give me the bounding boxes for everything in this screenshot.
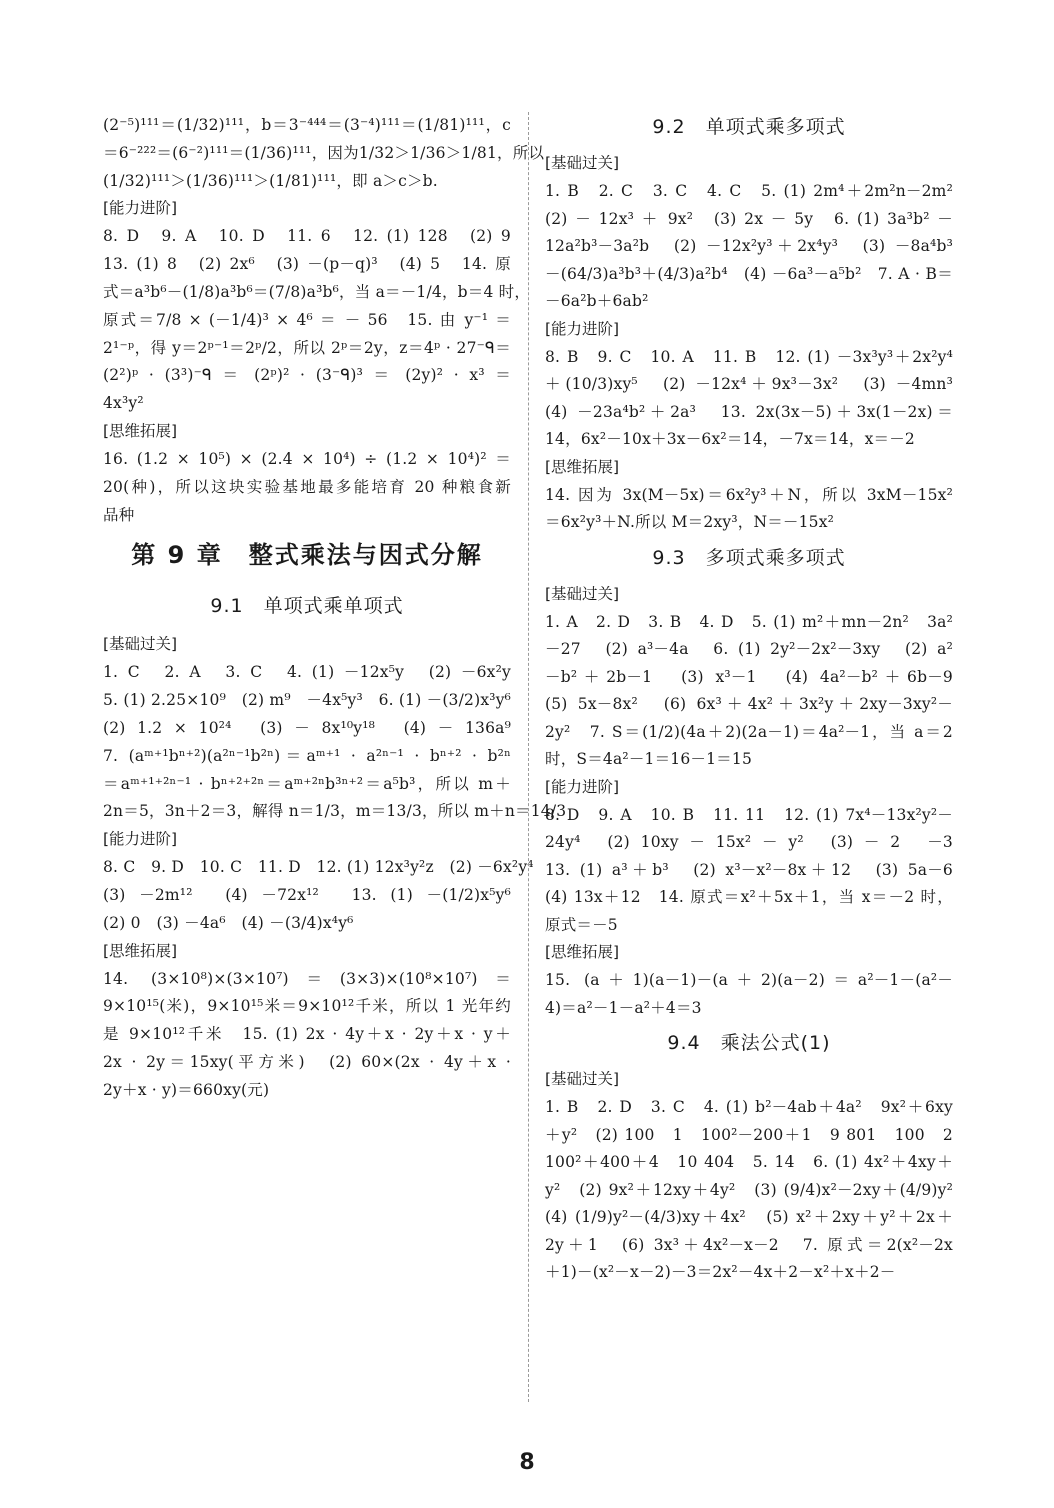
column-divider (528, 112, 529, 1402)
text-line: 9×10¹⁵(米)，9×10¹⁵米＝9×10¹²千米，所以 1 光年约 (103, 997, 511, 1015)
text-line: －(64/3)a³b³＋(4/3)a²b⁴ (4) －6a³－a⁵b² 7. A · B＝ (545, 265, 953, 283)
section-label: [能力进阶] (103, 199, 178, 217)
text-line: 式＝a³b⁶－(1/8)a³b⁶＝(7/8)a³b⁶，当 a＝－1/4，b＝4 时， (103, 283, 531, 301)
text-line: 14. (3×10⁸)×(3×10⁷)＝(3×3)×(10⁸×10⁷)＝ (103, 970, 511, 988)
text-line: －27 (2) a³－4a 6. (1) 2y²－2x²－3xy (2) a² (545, 640, 953, 658)
text-line: －b²＋2b－1 (3) x³－1 (4) 4a²－b²＋6b－9 (545, 668, 953, 686)
text-line: 2x · 2y＝15xy(平方米) (2) 60×(2x · 4y＋x · (103, 1053, 511, 1071)
text-line: 2y² 7. S＝(1/2)(4a＋2)(2a－1)＝4a²－1，当 a＝2 (545, 723, 953, 741)
section-label: [思维拓展] (545, 458, 620, 476)
text-line: 品种 (103, 506, 135, 524)
text-line: ＝6x²y³＋N.所以 M＝2xy³，N＝－15x² (545, 513, 835, 531)
text-line: y² (2) 9x²＋12xy＋4y² (3) (9/4)x²－2xy＋(4/9)y² (545, 1181, 953, 1199)
text-line: (2²)ᵖ · (3³)⁻ᑫ ＝ (2ᵖ)² · (3⁻ᑫ)³ ＝ (2y)² · x³ ＝ (103, 366, 511, 384)
text-line: 1. A 2. D 3. B 4. D 5. (1) m²＋mn－2n² 3a² (545, 613, 953, 631)
text-line: 13. (1) 8 (2) 2x⁶ (3) －(p－q)³ (4) 5 14. 原 (103, 255, 511, 273)
text-line: 15. (a＋1)(a－1)－(a＋2)(a－2)＝a²－1－(a²－ (545, 971, 953, 989)
text-line: 2y＋x · y)＝660xy(元) (103, 1081, 270, 1099)
text-line: 1. B 2. D 3. C 4. (1) b²－4ab＋4a² 9x²＋6xy (545, 1098, 953, 1116)
section-label: [能力进阶] (103, 830, 178, 848)
text-line: (4) 13x＋12 14. 原式＝x²＋5x＋1，当 x＝－2 时， (545, 888, 953, 906)
text-line: 24y⁴ (2) 10xy － 15x² － y² (3) － 2 －3 (545, 833, 953, 851)
text-line: (2) 0 (3) －4a⁶ (4) －(3/4)x⁴y⁶ (103, 914, 354, 932)
text-line: 8. D 9. A 10. D 11. 6 12. (1) 128 (2) 9 (103, 227, 511, 245)
section-label: [思维拓展] (545, 943, 620, 961)
text-line: (4) (1/9)y²－(4/3)xy＋4x² (5) x²＋2xy＋y²＋2x＋ (545, 1208, 953, 1226)
text-line: 是 9×10¹²千米 15. (1) 2x · 4y＋x · 2y＋x · y＋ (103, 1025, 511, 1043)
text-line: 12a²b³－3a²b (2) －12x²y³＋2x⁴y³ (3) －8a⁴b³ (545, 237, 953, 255)
text-line: 14，6x²－10x＋3x－6x²＝14，－7x＝14，x＝－2 (545, 430, 915, 448)
section-label: [能力进阶] (545, 320, 620, 338)
text-line: 原式＝7/8 × (－1/4)³ × 4⁶ ＝ － 56 15. 由 y⁻¹ ＝ (103, 311, 511, 329)
text-line: 4)＝a²－1－a²＋4＝3 (545, 999, 702, 1017)
text-line: 16. (1.2 × 10⁵) × (2.4 × 10⁴) ÷ (1.2 × 10⁴)² ＝ (103, 450, 511, 468)
text-line: (2) － 12x³ ＋ 9x² (3) 2x － 5y 6. (1) 3a³b² － (545, 210, 953, 228)
text-line: 2n＝5，3n＋2＝3，解得 n＝1/3，m＝13/3，所以 m＋n＝14/3 (103, 802, 567, 820)
text-line: 13. (1) a³＋b³ (2) x³－x²－8x＋12 (3) 5a－6 (545, 861, 953, 879)
text-line: 4x³y² (103, 394, 144, 412)
section-label: [能力进阶] (545, 778, 620, 796)
section-heading: 9.4 乘法公式(1) (667, 1032, 831, 1054)
page-number: 8 (519, 1450, 535, 1475)
text-line: 5. (1) 2.25×10⁹ (2) m⁹ －4x⁵y³ 6. (1) －(3/2)x³y⁶ (103, 691, 512, 709)
section-label: [基础过关] (545, 1070, 620, 1088)
text-line: (4) －23a⁴b²＋2a³ 13. 2x(3x－5)＋3x(1－2x)＝ (545, 403, 953, 421)
text-line: (2⁻⁵)¹¹¹＝(1/32)¹¹¹，b＝3⁻⁴⁴⁴＝(3⁻⁴)¹¹¹＝(1/81)¹¹¹，c (103, 116, 511, 134)
text-line: 1. B 2. C 3. C 4. C 5. (1) 2m⁴＋2m²n－2m² (545, 182, 953, 200)
text-line: 1. C 2. A 3. C 4. (1) －12x⁵y (2) －6x²y (103, 663, 511, 681)
section-label: [基础过关] (103, 635, 178, 653)
text-line: 8. B 9. C 10. A 11. B 12. (1) －3x³y³＋2x²y⁴ (545, 348, 953, 366)
text-line: ＋y² (2) 100 1 100²－200＋1 9 801 100 2 (545, 1126, 953, 1144)
text-line: ＝aᵐ⁺¹⁺²ⁿ⁻¹ · bⁿ⁺²⁺²ⁿ＝aᵐ⁺²ⁿb³ⁿ⁺²＝a⁵b³，所以 m＋ (103, 775, 511, 793)
text-line: (1/32)¹¹¹＞(1/36)¹¹¹＞(1/81)¹¹¹，即 a＞c＞b. (103, 172, 438, 190)
section-heading: 9.3 多项式乘多项式 (652, 547, 846, 569)
text-line: (3) －2m¹² (4) －72x¹² 13. (1) －(1/2)x⁵y⁶ (103, 886, 511, 904)
text-line: ＋1)－(x²－x－2)－3＝2x²－4x＋2－x²＋x＋2－ (545, 1263, 896, 1281)
section-label: [基础过关] (545, 585, 620, 603)
text-line: 2¹⁻ᵖ，得 y＝2ᵖ⁻¹＝2ᵖ/2，所以 2ᵖ＝2y，z＝4ᵖ · 27⁻ᑫ＝ (103, 339, 511, 357)
text-line: 8. D 9. A 10. B 11. 11 12. (1) 7x⁴－13x²y²－ (545, 806, 953, 824)
section-label: [思维拓展] (103, 942, 178, 960)
text-line: (5) 5x－8x² (6) 6x³＋4x²＋3x²y＋2xy－3xy²－ (545, 695, 953, 713)
text-line: (2) 1.2 × 10²⁴ (3) － 8x¹⁰y¹⁸ (4) － 136a⁹ (103, 719, 511, 737)
text-line: 100²＋400＋4 10 404 5. 14 6. (1) 4x²＋4xy＋ (545, 1153, 953, 1171)
text-line: ＝6⁻²²²＝(6⁻²)¹¹¹＝(1/36)¹¹¹，因为1/32＞1/36＞1/81，所以 (103, 144, 545, 162)
section-label: [基础过关] (545, 154, 620, 172)
section-heading: 9.2 单项式乘多项式 (652, 116, 846, 138)
section-heading: 9.1 单项式乘单项式 (210, 595, 404, 617)
text-line: －6a²b＋6ab² (545, 292, 649, 310)
text-line: 8. C 9. D 10. C 11. D 12. (1) 12x³y²z (2) －6x²y⁴ (103, 858, 534, 876)
chapter-title: 第 9 章 整式乘法与因式分解 (131, 541, 483, 569)
text-line: 原式＝－5 (545, 916, 618, 934)
text-line: 20(种)，所以这块实验基地最多能培育 20 种粮食新 (103, 478, 511, 496)
text-line: 7. (aᵐ⁺¹bⁿ⁺²)(a²ⁿ⁻¹b²ⁿ)＝aᵐ⁺¹ · a²ⁿ⁻¹ · bⁿ⁺² · b²ⁿ (103, 747, 511, 765)
text-line: ＋(10/3)xy⁵ (2) －12x⁴＋9x³－3x² (3) －4mn³ (545, 375, 953, 393)
text-line: 14. 因为 3x(M－5x)＝6x²y³＋N，所以 3xM－15x² (545, 486, 953, 504)
section-label: [思维拓展] (103, 422, 178, 440)
text-line: 2y＋1 (6) 3x³＋4x²－x－2 7. 原式＝2(x²－2x (545, 1236, 953, 1254)
text-line: 时，S＝4a²－1＝16－1＝15 (545, 750, 753, 768)
